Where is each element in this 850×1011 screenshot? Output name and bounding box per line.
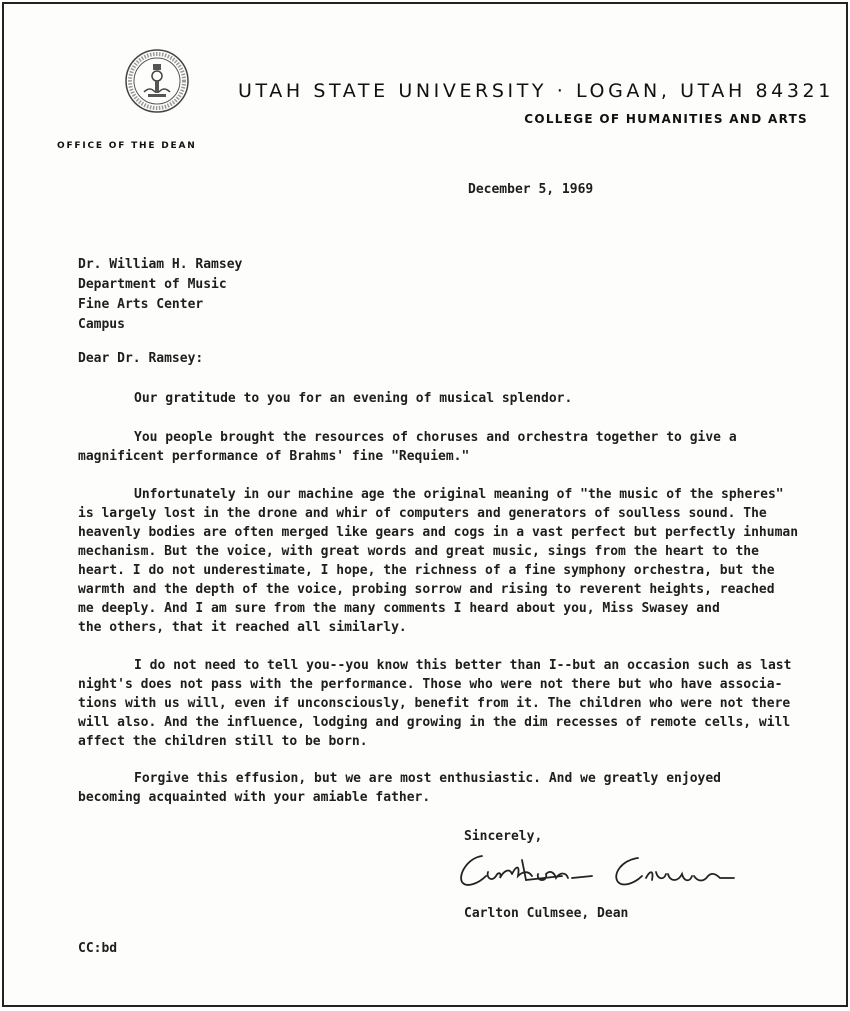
signer-name: Carlton Culmsee, Dean	[464, 906, 629, 921]
recipient-line: Department of Music	[78, 277, 227, 292]
paragraph	[78, 389, 798, 408]
letterhead-institution: UTAH STATE UNIVERSITY · LOGAN, UTAH 84321	[238, 80, 834, 102]
paragraph-line: Unfortunately in our machine age the original meaning of "the music of the spheres"	[134, 487, 784, 502]
signature-image	[452, 842, 752, 898]
letter-date: December 5, 1969	[468, 182, 594, 197]
paragraph-line: heavenly bodies are often merged like gears and cogs in a vast perfect but perfectly inhuman	[78, 525, 799, 540]
closing: Sincerely,	[464, 829, 543, 844]
paragraph-line: magnificent performance of Brahms' fine "Requiem."	[78, 449, 470, 464]
salutation: Dear Dr. Ramsey:	[78, 351, 204, 366]
paragraph-line: me deeply. And I am sure from the many comments I heard about you, Miss Swasey and	[78, 601, 720, 616]
paragraph-line: warmth and the depth of the voice, probing sorrow and rising to reverent heights, reached	[78, 582, 775, 597]
paragraph-line: heart. I do not underestimate, I hope, the richness of a fine symphony orchestra, but the	[78, 563, 775, 578]
recipient-address	[78, 255, 242, 335]
paragraph-line: I do not need to tell you--you know this better than I--but an occasion such as last	[134, 658, 792, 673]
paragraph-line: You people brought the resources of choruses and orchestra together to give a	[134, 430, 737, 445]
paragraph-line: Forgive this effusion, but we are most enthusiastic. And we greatly enjoyed	[134, 771, 721, 786]
paragraph-line: becoming acquainted with your amiable father.	[78, 790, 431, 805]
paragraph	[78, 769, 798, 807]
paragraph-line: tions with us will, even if unconsciously, benefit from it. The children who were not there	[78, 696, 791, 711]
paragraph-line: is largely lost in the drone and whir of computers and generators of soulless sound. The	[78, 506, 767, 521]
paragraph-line: will also. And the influence, lodging and growing in the dim recesses of remote cells, will	[78, 715, 791, 730]
recipient-line: Fine Arts Center	[78, 297, 204, 312]
paragraph-line: the others, that it reached all similarly.	[78, 620, 407, 635]
recipient-line: Dr. William H. Ramsey	[78, 257, 243, 272]
carbon-copy-note: CC:bd	[78, 941, 118, 956]
letterhead-college: COLLEGE OF HUMANITIES AND ARTS	[524, 112, 808, 126]
paragraph	[78, 485, 798, 637]
paragraph-line: affect the children still to be born.	[78, 734, 368, 749]
university-seal-icon	[124, 48, 190, 114]
paragraph-line: Our gratitude to you for an evening of musical splendor.	[134, 391, 573, 406]
recipient-line: Campus	[78, 317, 125, 332]
paragraph-line: mechanism. But the voice, with great words and great music, sings from the heart to the	[78, 544, 759, 559]
paragraph-line: night's does not pass with the performance. Those who were not there but who have associa-	[78, 677, 783, 692]
paragraph	[78, 428, 798, 466]
letterhead-office: OFFICE OF THE DEAN	[57, 141, 197, 151]
letter-page	[2, 2, 848, 1007]
paragraph	[78, 656, 798, 751]
